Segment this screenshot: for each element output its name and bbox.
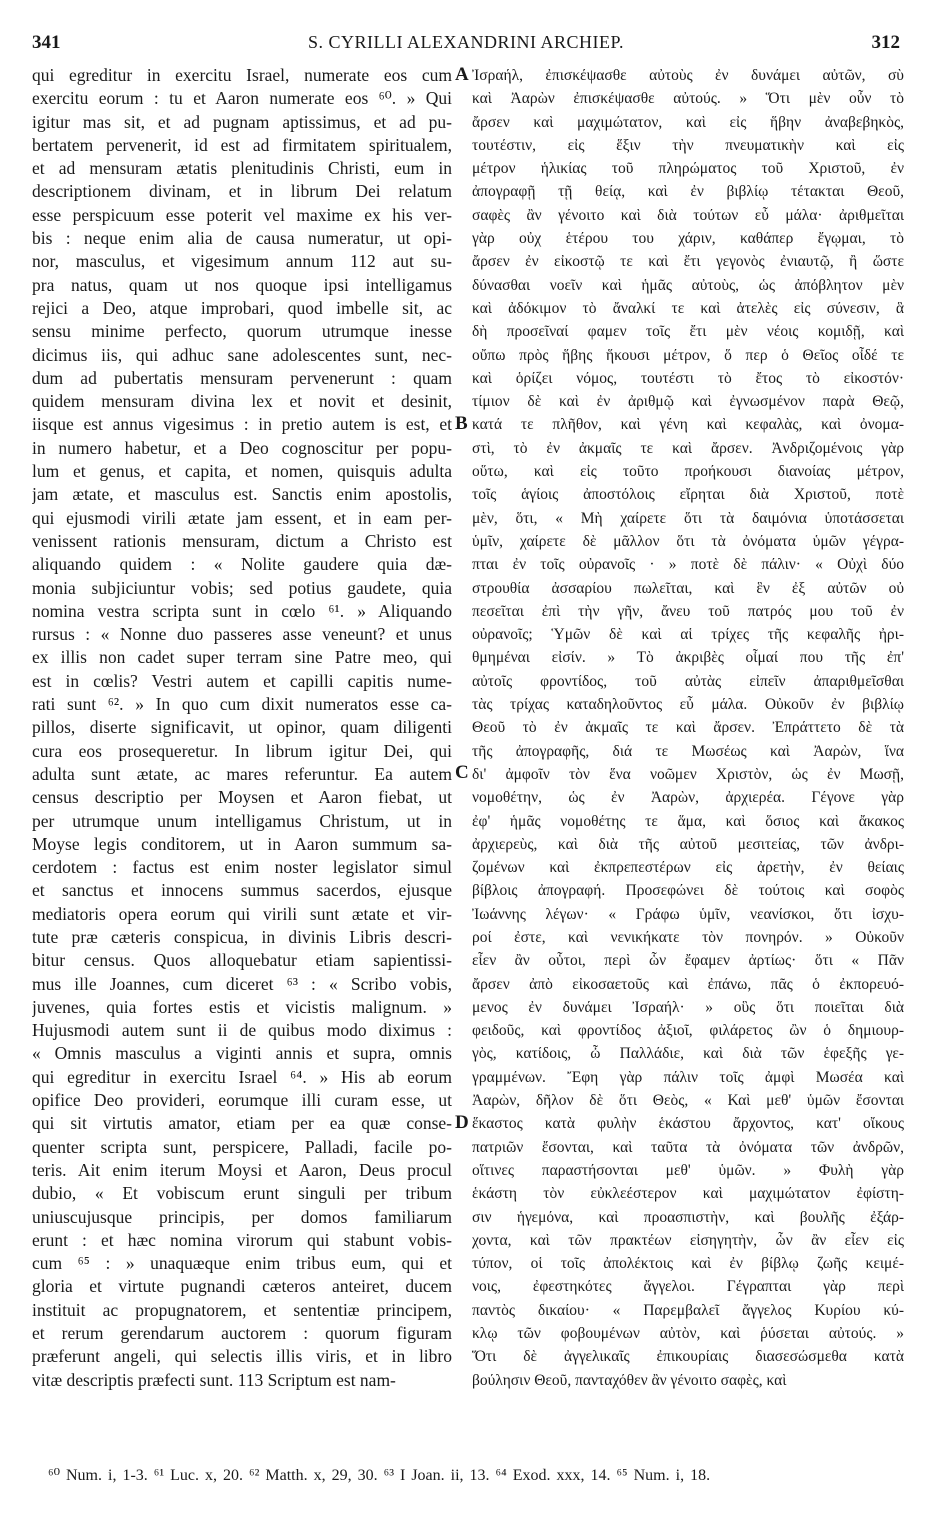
latin-text-line: et ad mensuram ætatis plenitudinis Christi, eum in — [32, 158, 452, 179]
greek-text-line: στὶ, τὸ ἐν ἀκμαῖς τε καὶ ἄρσεν. Ἀνδριζομένοις γὰρ — [472, 439, 904, 457]
greek-text-line: ἑκάστη τὸν εὐκλεέστερον καὶ μαχιμώτατον ἐφίστη- — [472, 1185, 904, 1203]
latin-text-line: juvenes, quia fortes estis et vicistis malignum. » — [32, 996, 452, 1017]
latin-text-line: est in cœlis? Vestri autem et capilli capitis nume- — [32, 670, 452, 691]
greek-text-line: γὰρ οὐχ ἑτέρου του χάριν, καθάπερ ἔγῳμαι, τὸ — [472, 230, 904, 248]
latin-text-line: quidem mensuram divina lex et novit et desinit, — [32, 391, 452, 412]
greek-text-line: οὕτω, καὶ εἰς τοῦτο προήκουσι διανοίας μέτρον, — [472, 463, 904, 481]
greek-text-line: στρουθία ἀσσαρίου πωλεῖται, καὶ ἓν ἐξ αὐτῶν οὐ — [472, 579, 904, 597]
latin-text-line: dubio, « Et vobiscum erunt singuli per tribum — [32, 1183, 452, 1204]
section-marker-c: C — [455, 762, 469, 783]
greek-text-line: σαφὲς ἂν γένοιτο καὶ διὰ τούτων εὖ μάλα· ἀριθμεῖται — [472, 206, 904, 224]
greek-text-line: κλῳ τῶν φοβουμένων αὐτὸν, καὶ ῥύσεται αὐτούς. » — [472, 1325, 904, 1343]
greek-text-line: φειδοῦς, καὶ φροντίδος ἀξιοῖ, φιλάρετος ὢν ὁ δημιουρ- — [472, 1022, 904, 1040]
latin-text-line: instituit ac propugnatorem, et sententiæ principem, — [32, 1299, 452, 1320]
greek-text-line: δὴ προσεῖναί φαμεν τοῖς ἔτι μὲν νέοις κομιδῇ, καὶ — [472, 323, 904, 341]
greek-text-line: νοις, ἐφεστηκότες ἄγγελοι. Γέγραπται γὰρ περὶ — [472, 1278, 904, 1296]
latin-text-line: pra natus, quam ut nos quoque ipsi intelligamus — [32, 274, 452, 295]
greek-text-line: Ἀαρὼν, δῆλον δὲ ὅτι Θεὸς, « Καὶ μεθ' ὑμῶν ἔσονται — [472, 1092, 904, 1110]
greek-text-line: καὶ ὁρίζει νόμος, τουτέστι τὸ ἔτος τὸ εἰκοστόν· — [472, 369, 904, 387]
latin-text-line: « Omnis masculus a viginti annis et supra, omnis — [32, 1043, 452, 1064]
greek-text-line: τίμιον δὲ καὶ ἐν ἀριθμῷ καὶ ἐγνωσμένον παρὰ Θεῷ, — [472, 393, 904, 411]
latin-text-line: ex illis non cadet super terram sine Patre meo, qui — [32, 647, 452, 668]
latin-text-line: qui egreditur in exercitu Israel, numerate eos cum — [32, 65, 452, 85]
latin-text-line: pillos, diserte significavit, ut opinor, quam diligenti — [32, 717, 452, 738]
latin-text-line: erunt : et hæc nomina virorum qui stabunt vobis- — [32, 1229, 452, 1250]
greek-text-line: ὑμῖν, χαίρετε δὲ μᾶλλον ὅτι τὰ ὀνόματα ὑμῶν γέγρα- — [472, 532, 904, 550]
greek-text-line: ζομένων καὶ ἐκπρεπεστέρων εἰς ἀρετὴν, ἐν θείαις — [472, 859, 904, 877]
greek-text-line: αὐτοῖς φροντίδος, τοῦ αὐτὰς εἰπεῖν ἀπαριθμεῖσθαι — [472, 672, 904, 690]
latin-text-line: bitur census. Quos alloquebatur etiam sapientissi- — [32, 950, 452, 971]
greek-text-line: βούλησιν Θεοῦ, πανταχόθεν ἂν γένοιτο σαφὲς, καὶ — [472, 1371, 787, 1389]
latin-text-line: monia subjiciuntur vobis; sed potius gaudete, quia — [32, 577, 452, 598]
greek-text-line: πεσεῖται ἐπὶ τὴν γῆν, ἄνευ τοῦ πατρός μου τοῦ ἐν — [472, 602, 904, 620]
latin-column — [32, 64, 452, 1392]
greek-text-line: γὸς, κατίδοις, ὦ Παλλάδιε, καὶ διὰ τῶν ἑφεξῆς γε- — [472, 1045, 904, 1063]
greek-text-line: μὲν, ὅτι, « Μὴ χαίρετε ὅτι τὰ δαιμόνια ὑποτάσσεται — [472, 509, 904, 527]
latin-text-line: bis : neque enim alia de causa numeratur, ut opi- — [32, 228, 452, 249]
greek-text-line: καὶ Ἀαρὼν ἐπισκέψασθε αὐτούς. » Ὅτι μὲν οὖν τὸ — [472, 90, 904, 108]
greek-text-line: μενος ἐν δυνάμει Ἰσραήλ· » οὓς ὅτι ποιεῖται διὰ — [472, 998, 904, 1016]
latin-text-line: Moyse legis conditorem, ut in Aaron summum sa- — [32, 833, 452, 854]
greek-text-line: ἄρσεν ἐν εἰκοστῷ τε καὶ ἔτι γεγονὸς ἐνιαυτῷ, ἢ ὥστε — [472, 253, 904, 271]
latin-text-line: qui sit virtutis amator, etiam per ea quæ conse- — [32, 1113, 452, 1134]
latin-text-line: lum et genus, et capita, et nomen, quisquis adulta — [32, 461, 452, 482]
greek-text-line: ἀπογραφῇ τῇ θείᾳ, καὶ ἐν βιβλίῳ τέτακται Θεοῦ, — [472, 183, 904, 201]
running-header — [32, 32, 900, 56]
section-marker-b: B — [455, 413, 468, 434]
greek-text-line: τῆς ἀπογραφῆς, διά τε Μωσέως καὶ Ἀαρὼν, ἵνα — [472, 742, 904, 760]
latin-text-line: rati sunt ⁶². » In quo cum dixit numeratos esse ca- — [32, 694, 452, 715]
latin-text-line: gloria et virtute pugnandi cæteros anteiret, ducem — [32, 1276, 452, 1297]
latin-text-line: teris. Ait enim iterum Moysi et Aaron, Deus procul — [32, 1159, 452, 1180]
latin-text-line: rejici a Deo, atque improbari, quod imbelle sit, ac — [32, 297, 452, 318]
greek-text-line: ἄρσεν καὶ μαχιμώτατον, καὶ εἰς ἥβην ἀναβεβηκὸς, — [472, 113, 904, 131]
latin-text-line: qui egreditur in exercitu Israel ⁶⁴. » His ab eorum — [32, 1066, 452, 1087]
latin-text-line: in numero habetur, et a Deo cognoscitur per popu- — [32, 437, 452, 458]
latin-text-line: dicimus iis, qui adhuc sane adolescentes sunt, nec- — [32, 344, 452, 365]
latin-text-line: mediatoris opera eorum qui virili sunt ætate et vir- — [32, 903, 452, 924]
greek-text-line: τὰς τρίχας καταδηλοῦντος εὖ μάλα. Οὐκοῦν ἐν βιβλίῳ — [472, 696, 904, 714]
latin-text-line: mus ille Joannes, cum diceret ⁶³ : « Scribo vobis, — [32, 973, 452, 994]
greek-column — [472, 64, 904, 1392]
latin-text-line: dum ad pubertatis mensuram pervenerunt : quam — [32, 367, 452, 388]
section-marker-d: D — [455, 1112, 469, 1133]
greek-text-line: Ὅτι δὲ ἀγγελικαῖς ἐπικουρίαις διασεσώσμεθα κατὰ — [472, 1348, 904, 1366]
greek-text-line: τύπον, οἱ τοῖς ἀπολέκτοις καὶ ἐν βίβλῳ ζωῆς κειμέ- — [472, 1255, 904, 1273]
latin-text-line: cum ⁶⁵ : » unaquæque enim tribus eum, qui et — [32, 1253, 452, 1274]
latin-text-line: Hujusmodi autem sunt ii de quibus modo diximus : — [32, 1020, 452, 1041]
latin-text-line: cerdotem : factus est enim noster legislator simul — [32, 857, 452, 878]
section-marker-a: A — [455, 64, 469, 85]
greek-text-line: Ἰσραήλ, ἐπισκέψασθε αὐτοὺς ἐν δυνάμει αὐτῶν, σὺ — [472, 67, 904, 84]
greek-text-line: δύνασθαι νοεῖν καὶ ἡμᾶς αὐτοὺς, ὡς ἀπόβλητον μὲν — [472, 276, 904, 294]
latin-text-line: igitur mas sit, et ad pugnam aptissimus, et ad pu- — [32, 111, 452, 132]
latin-text-line: vitæ descriptis præfecti sunt. 113 Scriptum est nam- — [32, 1369, 396, 1390]
greek-text-line: ἀρχιερεὺς, καὶ διὰ τῆς αὐτοῦ μεσιτείας, τῶν ἀνδρι- — [472, 835, 904, 853]
greek-text-line: πατριῶν ἔσονται, καὶ ταῦτα τὰ ὀνόματα τῶν ἀνδρῶν, — [472, 1138, 904, 1156]
latin-text-line: exercitu eorum : tu et Aaron numerate eos ⁶⁰. » Qui — [32, 88, 452, 109]
greek-text-line: σιν ἡγεμόνα, καὶ προασπιστὴν, καὶ βουλῆς ἐξάρ- — [472, 1208, 904, 1226]
latin-text-line: nomina vestra scripta sunt in cœlo ⁶¹. » Aliquando — [32, 600, 452, 621]
latin-text-line: nor, masculus, et vigesimum annum 112 aut su- — [32, 251, 452, 272]
latin-text-line: per utrumque unum intelligamus Christum, ut in — [32, 810, 452, 831]
greek-text-line: χοντα, καὶ τῶν πρακτέων εἰσηγητὴν, ὧν ἂν εἶεν εἰς — [472, 1231, 904, 1249]
latin-text-line: esse perspicuum esse poterit vel maxime ex his ver- — [32, 204, 452, 225]
latin-text-line: qui ejusmodi virili ætate jam essent, et in eam per- — [32, 507, 452, 528]
latin-text-line: et sanctus et innocens summus sacerdos, ejusque — [32, 880, 452, 901]
latin-text-line: jam ætate, et masculus est. Sanctis enim apostolis, — [32, 484, 452, 505]
greek-text-line: ἐφ' ἡμᾶς νομοθέτης τε ἅμα, καὶ ὅσιος καὶ ἄκακος — [472, 812, 904, 830]
greek-text-line: βίβλοις ἀπογραφή. Προσεφώνει δὲ τούτοις καὶ σοφὸς — [472, 882, 904, 900]
latin-text-line: tute præ cæteris conspicua, in divinis Libris descri- — [32, 926, 452, 947]
greek-text-line: παντὸς δικαίου· « Παρεμβαλεῖ ἄγγελος Κυρίου κύ- — [472, 1301, 904, 1319]
latin-text-line: venissent rationis mensuram, dictum a Christo est — [32, 530, 452, 551]
greek-text-line: ροί ἐστε, καὶ νενικήκατε τὸν πονηρόν. » Οὐκοῦν — [472, 928, 904, 946]
latin-text-line: quenter scripta sunt, perspicere, Palladi, facile po- — [32, 1136, 452, 1157]
greek-text-line: Θεοῦ τὸ ἐν ἀκμαῖς τε καὶ ἄρσεν. Ἐπράττετο δὲ τὰ — [472, 719, 904, 737]
greek-text-line: οὐρανοῖς; Ὑμῶν δὲ καὶ αἱ τρίχες τῆς κεφαλῆς ἠρι- — [472, 626, 904, 644]
latin-text-line: descriptionem divinam, et in librum Dei relatum — [32, 181, 452, 202]
greek-text-line: ἕκαστος κατὰ φυλὴν ἑκάστου ἄρχοντος, κατ' οἴκους — [472, 1115, 904, 1133]
page-number-right: 312 — [871, 32, 900, 53]
greek-text-line: Ἰωάννης λέγων· « Γράφω ὑμῖν, νεανίσκοι, ὅτι ἰσχυ- — [472, 905, 904, 923]
latin-text-line: uniuscujusque principis, per domos familiarum — [32, 1206, 452, 1227]
greek-text-line: πται ἐν τοῖς οὐρανοῖς · » ποτὲ δὲ πάλιν· « Οὐχὶ δύο — [472, 556, 904, 574]
latin-text-line: sensu minime perfecto, quorum utrumque inesse — [32, 321, 452, 342]
latin-text-line: aliquando quidem : « Nolite gaudere quia dæ- — [32, 554, 452, 575]
greek-text-line: οὔπω πρὸς ἥβης ἥκουσι μέτρον, ὅ περ ὁ Θεῖος οἶδέ τε — [472, 346, 904, 364]
footnotes: ⁶⁰ Num. i, 1-3. ⁶¹ Luc. x, 20. ⁶² Matth. x, 29, 30. ⁶³ I Joan. ii, 13. ⁶⁴ Exod. xxx, 14. ⁶⁵ Num. i, 18. — [48, 1467, 711, 1484]
latin-text-line: et rerum gerendarum auctorem : quorum figuram — [32, 1323, 452, 1344]
latin-text-line: census descriptio per Moysen et Aaron fiebat, ut — [32, 787, 452, 808]
greek-text-line: εἶεν ἂν οὗτοι, περὶ ὧν ἔφαμεν ἀρτίως· ὅτι « Πᾶν — [472, 952, 904, 970]
greek-text-line: θμημέναι εἰσίν. » Τὸ ἀκριβὲς οἶμαί που τῆς ἐπ' — [472, 649, 904, 667]
latin-text-line: iisque est annus vigesimus : in pretio autem is est, et — [32, 414, 452, 435]
running-title: S. CYRILLI ALEXANDRINI ARCHIEP. — [307, 32, 624, 52]
latin-text-line: cura eos prosequeretur. In librum igitur Dei, qui — [32, 740, 452, 761]
greek-text-line: νομοθέτην, ὡς ἐν Ἀαρὼν, ἀρχιερέα. Γέγονε γὰρ — [472, 789, 904, 807]
latin-text-line: adulta sunt ætate, ac mares referuntur. Ea autem — [32, 763, 452, 784]
greek-text-line: τοῖς ἁγίοις ἀποστόλοις εἴρηται διὰ Χριστοῦ, ποτὲ — [472, 486, 904, 504]
greek-text-line: ἄρσεν ἀπὸ εἰκοσαετοῦς καὶ ἐπάνω, πᾶς ὁ ἐκπορευό- — [472, 975, 904, 993]
greek-text-line: μέτρον ἡλικίας τοῦ πληρώματος τοῦ Χριστοῦ, ἐν — [472, 160, 904, 178]
latin-text-line: rursus : « Nonne duo passeres asse veneunt? et unus — [32, 624, 452, 645]
latin-text-line: bertatem pervenerit, id est ad firmitatem spiritualem, — [32, 134, 452, 155]
greek-text-line: τουτέστιν, εἰς ἕξιν τὴν πνευματικὴν καὶ εἰς — [472, 136, 904, 154]
page-number-left: 341 — [32, 32, 61, 53]
greek-text-line: δι' ἀμφοῖν τὸν ἕνα νοῶμεν Χριστὸν, ὡς ἐν Μωσῇ, — [472, 765, 904, 783]
greek-text-line: οἵτινες παραστήσονται μεθ' ὑμῶν. » Φυλὴ γὰρ — [472, 1161, 904, 1179]
greek-text-line: γραμμένων. Ἔφη γὰρ πάλιν τοῖς ἀμφὶ Μωσέα καὶ — [472, 1068, 904, 1086]
latin-text-line: præferunt angeli, qui selectis illis viris, et in libro — [32, 1346, 452, 1367]
greek-text-line: καὶ ἀδόκιμον τὸ ἄναλκί τε καὶ ἀτελὲς εἰς σύνεσιν, ἃ — [472, 299, 904, 317]
latin-text-line: opifice Deo provideri, eorumque illi curam esse, ut — [32, 1090, 452, 1111]
greek-text-line: κατά τε πλῆθον, καὶ γένη καὶ κεφαλὰς, καὶ ὀνομα- — [472, 416, 904, 434]
